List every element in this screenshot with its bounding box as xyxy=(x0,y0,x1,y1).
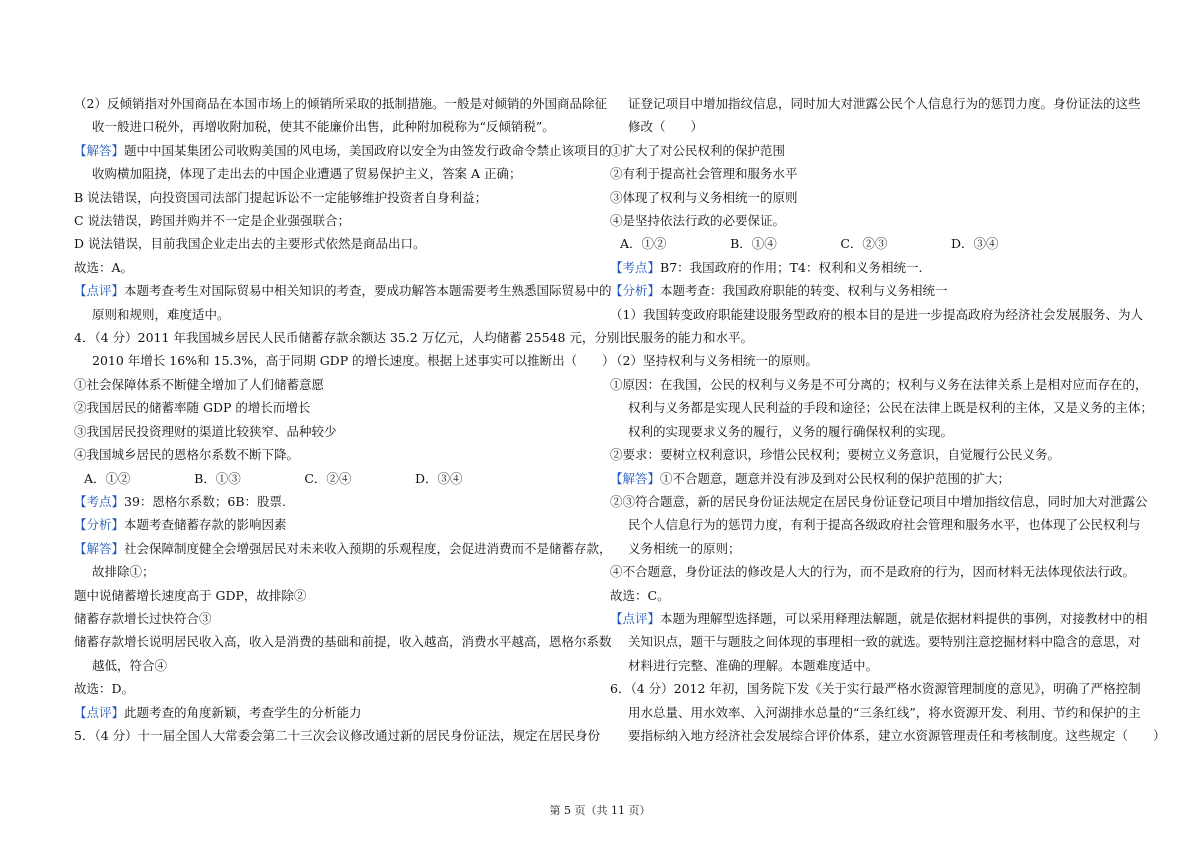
line-text: 本题考查储蓄存款的影响因素 xyxy=(124,517,287,533)
text-line xyxy=(74,349,615,372)
line-text: ②有利于提高社会管理和服务水平 xyxy=(610,166,798,182)
line-text: 储蓄存款增长说明居民收入高，收入是消费的基础和前提，收入越高，消费水平越高，恩格尔系数 xyxy=(74,634,612,650)
text-line xyxy=(74,115,590,138)
text-line xyxy=(74,701,590,724)
line-text: 关知识点，题干与题肢之间体现的事理相一致的就选。要特别注意挖掘材料中隐含的意思，对 xyxy=(628,634,1141,650)
text-line xyxy=(74,186,590,209)
line-text: ①原因：在我国，公民的权利与义务是不可分离的；权利与义务在法律关系上是相对应而存在的， xyxy=(610,376,1148,392)
line-text: 故选：C。 xyxy=(610,587,670,603)
line-text: 修改（ ） xyxy=(628,119,704,135)
line-text: ④不合题意，身份证法的修改是人大的行为，而不是政府的行为，因而材料无法体现依法行政。 xyxy=(610,564,1136,580)
line-text: B7：我国政府的作用；T4：权利和义务相统一. xyxy=(660,259,923,275)
line-text: 故选：A。 xyxy=(74,259,134,275)
text-line xyxy=(610,701,1141,724)
text-line xyxy=(610,677,1141,700)
line-text: ①扩大了对公民权利的保护范围 xyxy=(610,142,786,158)
text-line xyxy=(610,630,1141,653)
line-text: 权利的实现要求义务的履行，义务的履行确保权利的实现。 xyxy=(628,423,954,439)
text-line xyxy=(610,303,1143,326)
text-line xyxy=(74,256,590,279)
text-line xyxy=(74,279,612,302)
text-line xyxy=(74,303,590,326)
text-line xyxy=(74,326,632,349)
line-text: 证登记项目中增加指纹信息，同时加大对泄露公民个人信息行为的惩罚力度。身份证法的这些 xyxy=(628,96,1141,111)
text-line xyxy=(74,232,590,255)
text-line xyxy=(74,396,590,419)
line-text: 权利与义务都是实现人民利益的手段和途径；公民在法律上既是权利的主体，又是义务的主体； xyxy=(628,400,1154,416)
line-text: ③我国居民投资理财的渠道比较狭窄、品种较少 xyxy=(74,423,337,439)
line-text: ④我国城乡居民的恩格尔系数不断下降。 xyxy=(74,447,300,463)
line-text: 题中中国某集团公司收购美国的风电场，美国政府以安全为由签发行政命令禁止该项目的 xyxy=(124,142,612,158)
text-line xyxy=(74,139,612,162)
line-text: 4．（4 分）2011 年我国城乡居民人民币储蓄存款余额达 35.2 万亿元，人均储蓄 25548 元，分别比 xyxy=(74,330,632,346)
line-text: ②要求：要树立权利意识，珍惜公民权利；要树立义务意识，自觉履行公民义务。 xyxy=(610,447,1061,463)
text-line xyxy=(610,115,1130,138)
line-text: ①社会保障体系不断健全增加了人们储蓄意愿 xyxy=(74,376,325,392)
left-column xyxy=(74,92,632,747)
section-tag: 【解答】 xyxy=(610,470,661,486)
text-line xyxy=(610,490,1148,513)
text-line xyxy=(74,162,590,185)
section-tag: 【点评】 xyxy=(610,610,661,626)
line-text: 本题为理解型选择题，可以采用释理法解题，就是依据材料提供的事例，对接教材中的相 xyxy=(660,610,1148,626)
text-line xyxy=(74,490,590,513)
line-text: A．①② B．①③ C．②④ D．③④ xyxy=(84,470,463,486)
text-line xyxy=(610,326,1130,349)
text-line xyxy=(610,537,1130,560)
section-tag: 【解答】 xyxy=(74,540,125,556)
line-text: 储蓄存款增长过快符合③ xyxy=(74,610,212,626)
line-text: （2）反倾销指对外国商品在本国市场上的倾销所采取的抵制措施。一般是对倾销的外国商品除征 xyxy=(74,96,607,111)
section-tag: 【分析】 xyxy=(74,517,125,533)
line-text: 故排除①； xyxy=(92,564,155,580)
line-text: 本题考查：我国政府职能的转变、权利与义务相统一 xyxy=(660,283,948,299)
line-text: 社会保障制度健全会增强居民对未来收入预期的乐观程度，会促进消费而不是储蓄存款， xyxy=(124,540,612,556)
text-line xyxy=(74,584,590,607)
text-line xyxy=(610,467,1130,490)
text-line xyxy=(74,607,590,630)
text-line xyxy=(74,724,601,747)
text-line xyxy=(610,139,1130,162)
section-tag: 【点评】 xyxy=(74,283,125,299)
line-text: 收购横加阻挠，体现了走出去的中国企业遭遇了贸易保护主义，答案 A 正确； xyxy=(92,166,522,182)
line-text: 用水总量、用水效率、入河湖排水总量的“三条红线”，将水资源开发、利用、节约和保护的主 xyxy=(628,704,1141,720)
line-text: B 说法错误，向投资国司法部门提起诉讼不一定能够维护投资者自身利益； xyxy=(74,189,488,205)
text-line xyxy=(610,584,1130,607)
section-tag: 【考点】 xyxy=(74,493,125,509)
line-text: ③体现了权利与义务相统一的原则 xyxy=(610,189,798,205)
text-line xyxy=(74,560,590,583)
text-line xyxy=(610,186,1130,209)
answer-options xyxy=(74,467,590,490)
text-line xyxy=(74,443,590,466)
line-text: 越低，符合④ xyxy=(92,657,168,673)
text-line xyxy=(74,630,612,653)
text-line xyxy=(610,607,1148,630)
line-text: ②我国居民的储蓄率随 GDP 的增长而增长 xyxy=(74,400,311,416)
text-line xyxy=(610,420,1130,443)
text-line xyxy=(610,349,1130,372)
section-tag: 【考点】 xyxy=(610,259,661,275)
line-text: 本题考查考生对国际贸易中相关知识的考查，要成功解答本题需要考生熟悉国际贸易中的 xyxy=(124,283,612,299)
text-line xyxy=(74,513,590,536)
text-line xyxy=(74,373,590,396)
text-line xyxy=(610,396,1154,419)
page-footer: 第 5 页（共 11 页） xyxy=(549,804,651,817)
line-text: （1）我国转变政府职能建设服务型政府的根本目的是进一步提高政府为经济社会发展服务、为人 xyxy=(610,306,1143,322)
section-tag: 【分析】 xyxy=(610,283,661,299)
text-line xyxy=(74,677,590,700)
text-line xyxy=(610,162,1130,185)
text-line xyxy=(610,373,1148,396)
line-text: 6．（4 分）2012 年初，国务院下发《关于实行最严格水资源管理制度的意见》，明确了严格控制 xyxy=(610,681,1141,697)
line-text: C 说法错误，跨国并购并不一定是企业强强联合； xyxy=(74,213,351,229)
text-line xyxy=(610,256,1130,279)
text-line xyxy=(610,209,1130,232)
line-text: D 说法错误，目前我国企业走出去的主要形式依然是商品出口。 xyxy=(74,236,426,252)
line-text: 故选：D。 xyxy=(74,681,135,697)
line-text: 民服务的能力和水平。 xyxy=(628,330,754,346)
text-line xyxy=(74,537,612,560)
line-text: ①不合题意，题意并没有涉及到对公民权利的保护范围的扩大； xyxy=(660,470,1011,486)
text-line xyxy=(610,560,1136,583)
line-text: （2）坚持权利与义务相统一的原则。 xyxy=(610,353,818,369)
text-line xyxy=(610,443,1130,466)
line-text: 要指标纳入地方经济社会发展综合评价体系，建立水资源管理责任和考核制度。这些规定（ ） xyxy=(628,727,1166,743)
text-line xyxy=(74,92,607,115)
text-line xyxy=(610,513,1141,536)
text-line xyxy=(610,654,1130,677)
line-text: 此题考查的角度新颖，考查学生的分析能力 xyxy=(124,704,362,720)
line-text: 题中说储蓄增长速度高于 GDP，故排除② xyxy=(74,587,307,603)
line-text: ②③符合题意，新的居民身份证法规定在居民身份证登记项目中增加指纹信息，同时加大对泄露公 xyxy=(610,493,1148,509)
right-column xyxy=(610,92,1166,747)
text-line xyxy=(610,724,1166,747)
text-line xyxy=(74,420,590,443)
section-tag: 【点评】 xyxy=(74,704,125,720)
line-text: 39：恩格尔系数；6B：股票. xyxy=(124,493,287,509)
line-text: 5．（4 分）十一届全国人大常委会第二十三次会议修改通过新的居民身份证法，规定在居民身份 xyxy=(74,727,601,743)
line-text: 2010 年增长 16%和 15.3%，高于同期 GDP 的增长速度。根据上述事实可以推断出（ ） xyxy=(92,353,615,369)
text-line xyxy=(74,654,590,677)
text-line xyxy=(610,279,1130,302)
line-text: ④是坚持依法行政的必要保证。 xyxy=(610,213,786,229)
line-text: 原则和规则，难度适中。 xyxy=(92,306,230,322)
line-text: A．①② B．①④ C．②③ D．③④ xyxy=(620,236,999,252)
text-line xyxy=(610,92,1141,115)
line-text: 民个人信息行为的惩罚力度，有利于提高各级政府社会管理和服务水平，也体现了公民权利与 xyxy=(628,517,1141,533)
line-text: 义务相统一的原则； xyxy=(628,540,741,556)
section-tag: 【解答】 xyxy=(74,142,125,158)
text-line xyxy=(74,209,590,232)
answer-options xyxy=(610,232,1130,255)
line-text: 收一般进口税外，再增收附加税，使其不能廉价出售，此种附加税称为“反倾销税”。 xyxy=(92,119,555,135)
line-text: 材料进行完整、准确的理解。本题难度适中。 xyxy=(628,657,879,673)
